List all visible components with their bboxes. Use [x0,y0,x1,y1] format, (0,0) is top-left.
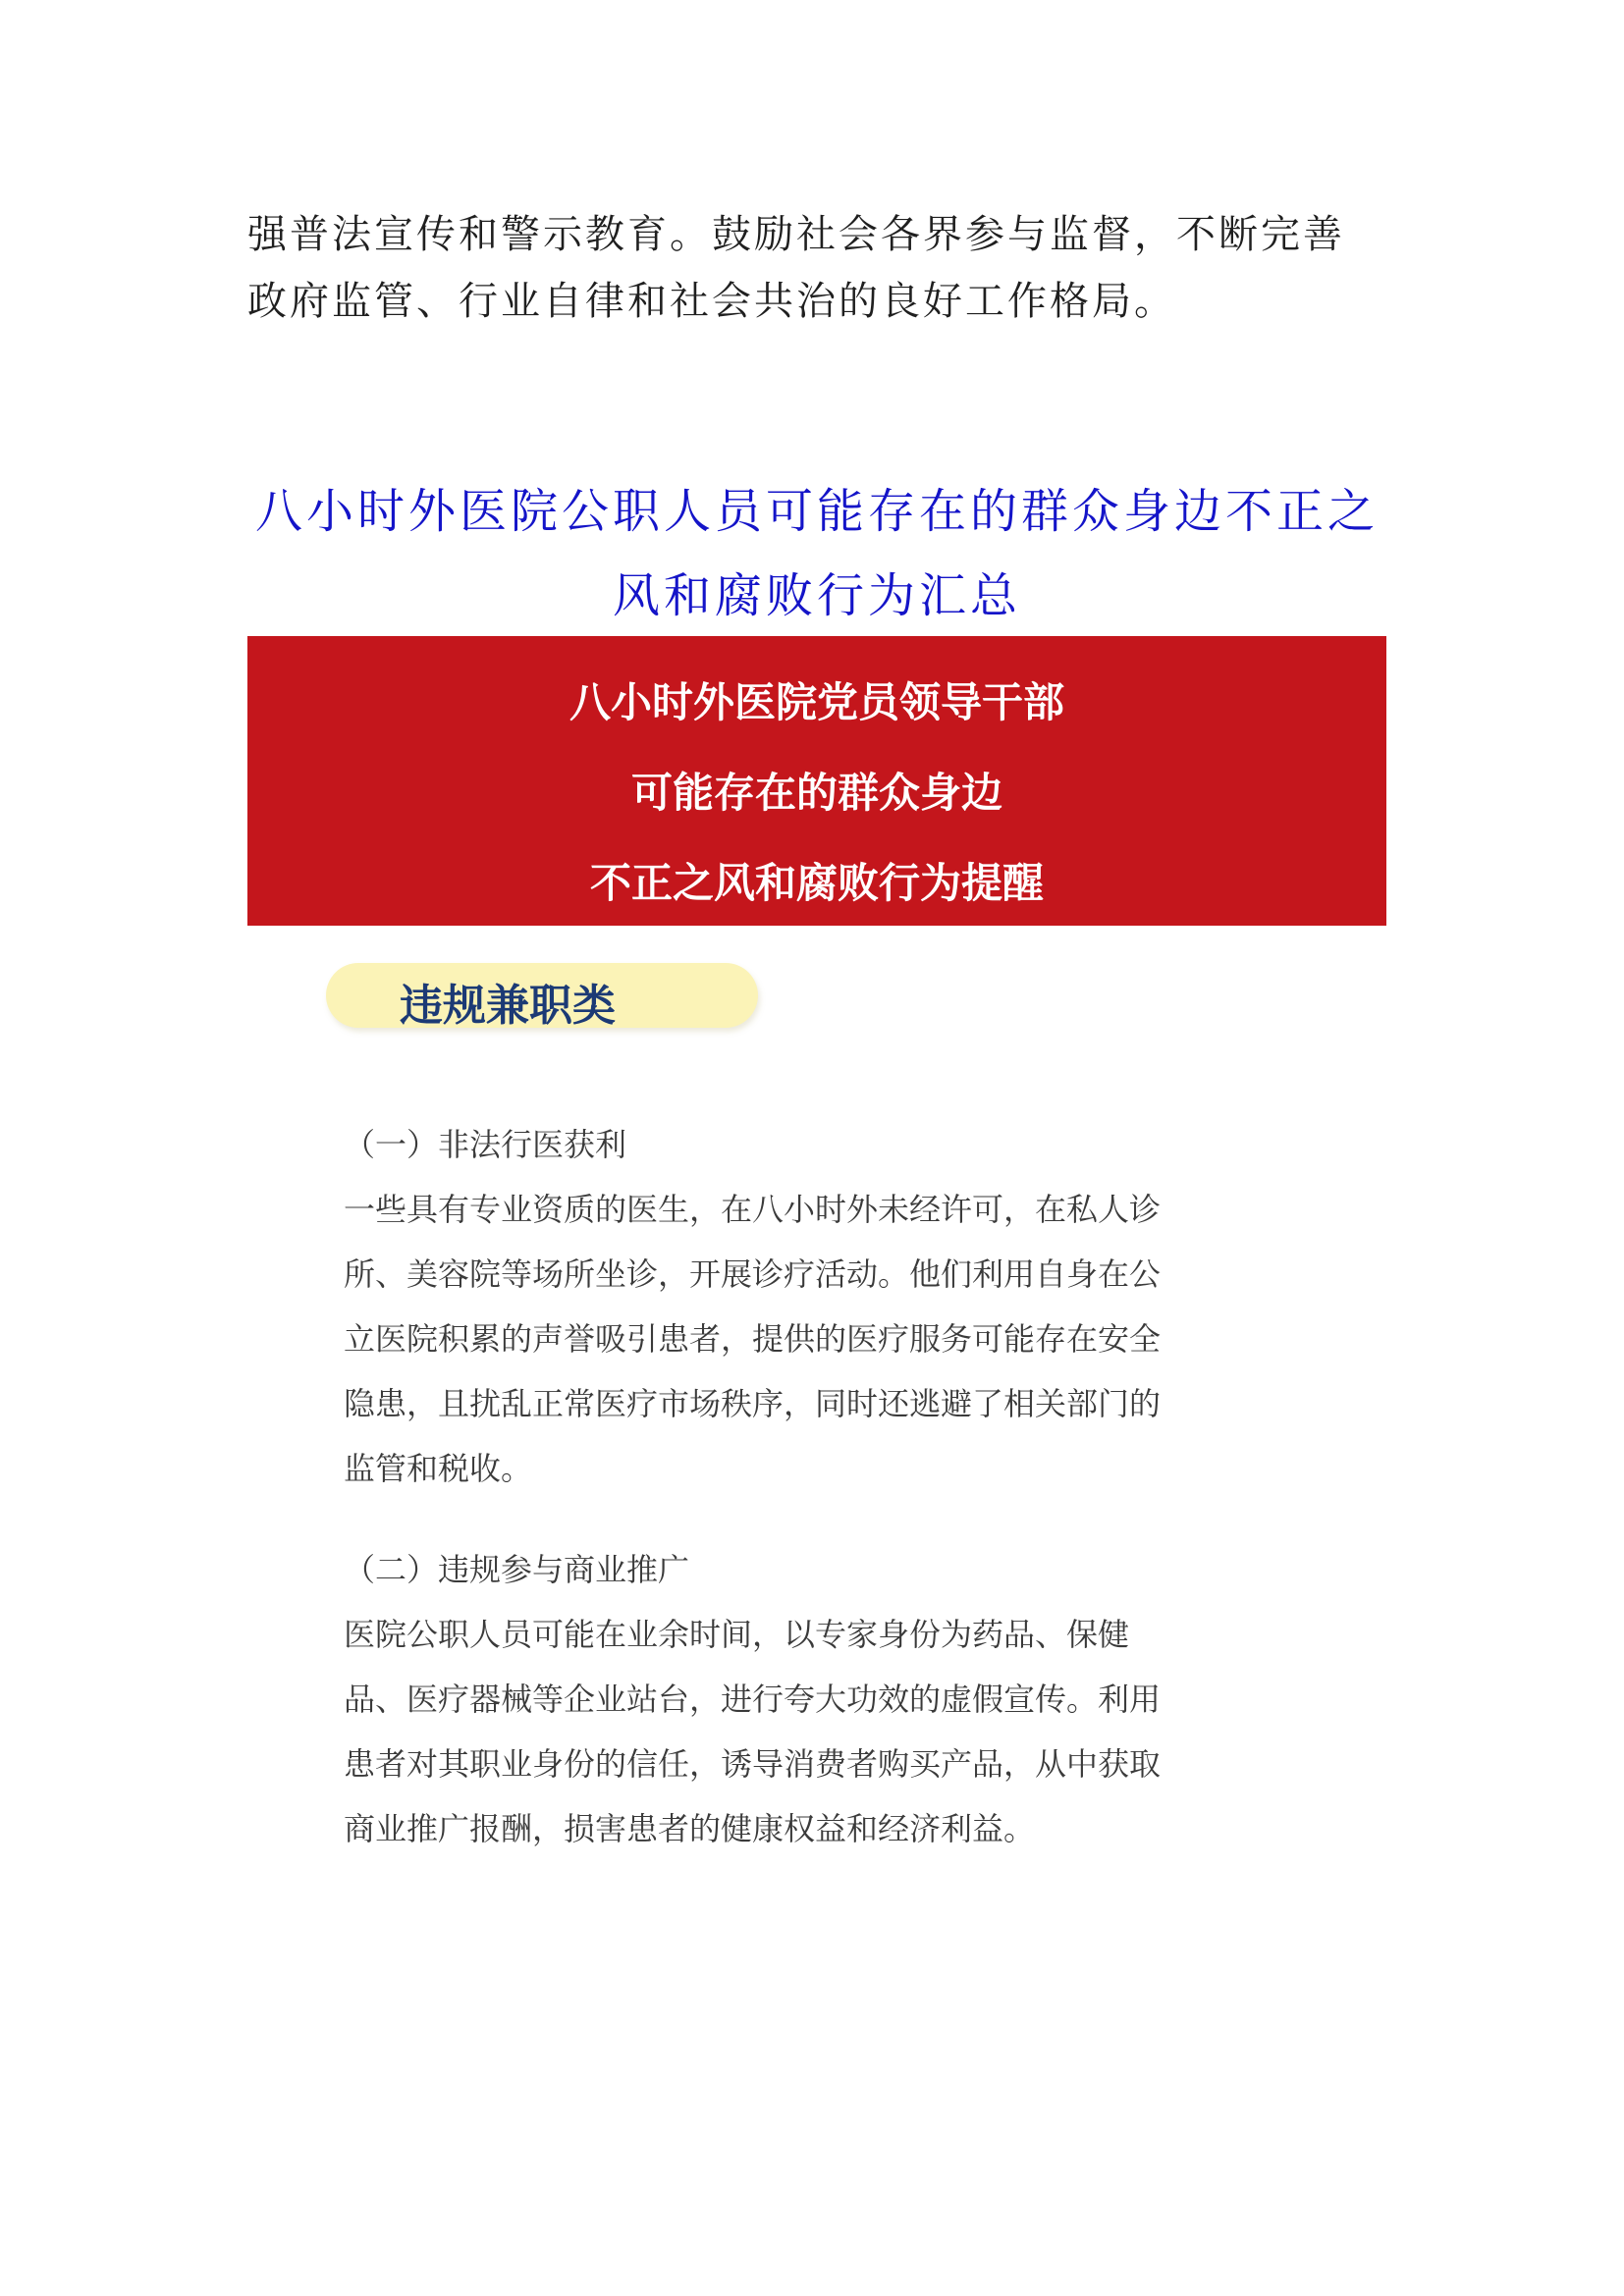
section-heading: （一）非法行医获利 [344,1126,627,1163]
title-line: 风和腐败行为汇总 [612,568,1021,623]
section-text-line: 立医院积累的声誉吸引患者，提供的医疗服务可能存在安全 [344,1320,1162,1358]
section-text-line: 所、美容院等场所坐诊，开展诊疗活动。他们利用自身在公 [344,1255,1162,1293]
section-text-line: 患者对其职业身份的信任，诱导消费者购买产品，从中获取 [344,1745,1162,1783]
intro-paragraph [247,201,1386,335]
section-text-line: 隐患，且扰乱正常医疗市场秩序，同时还逃避了相关部门的 [344,1385,1162,1422]
intro-line: 政府监管、行业自律和社会共治的良好工作格局。 [247,279,1176,324]
category-label-pill [326,963,758,1031]
banner-line: 不正之风和腐败行为提醒 [589,859,1044,907]
red-banner [247,636,1386,926]
embedded-notice-image [247,636,1386,1902]
banner-line: 八小时外医院党员领导干部 [568,678,1064,726]
title-line: 八小时外医院公职人员可能存在的群众身边不正之 [254,484,1379,539]
section-text-line: 监管和税收。 [344,1450,533,1487]
banner-line: 可能存在的群众身边 [630,769,1002,817]
section-text-line: 品、医疗器械等企业站台，进行夸大功效的虚假宣传。利用 [344,1681,1162,1718]
section-illegal-practice [344,1112,1286,1501]
document-title [247,469,1386,638]
category-label: 违规兼职类 [400,981,616,1031]
section-commercial-promotion [344,1537,1286,1861]
intro-line: 强普法宣传和警示教育。鼓励社会各界参与监督，不断完善 [247,212,1345,257]
section-heading: （二）违规参与商业推广 [344,1551,690,1588]
section-text-line: 医院公职人员可能在业余时间，以专家身份为药品、保健 [344,1616,1130,1653]
section-text-line: 一些具有专业资质的医生，在八小时外未经许可，在私人诊 [344,1191,1162,1228]
section-text-line: 商业推广报酬，损害患者的健康权益和经济利益。 [344,1810,1036,1847]
